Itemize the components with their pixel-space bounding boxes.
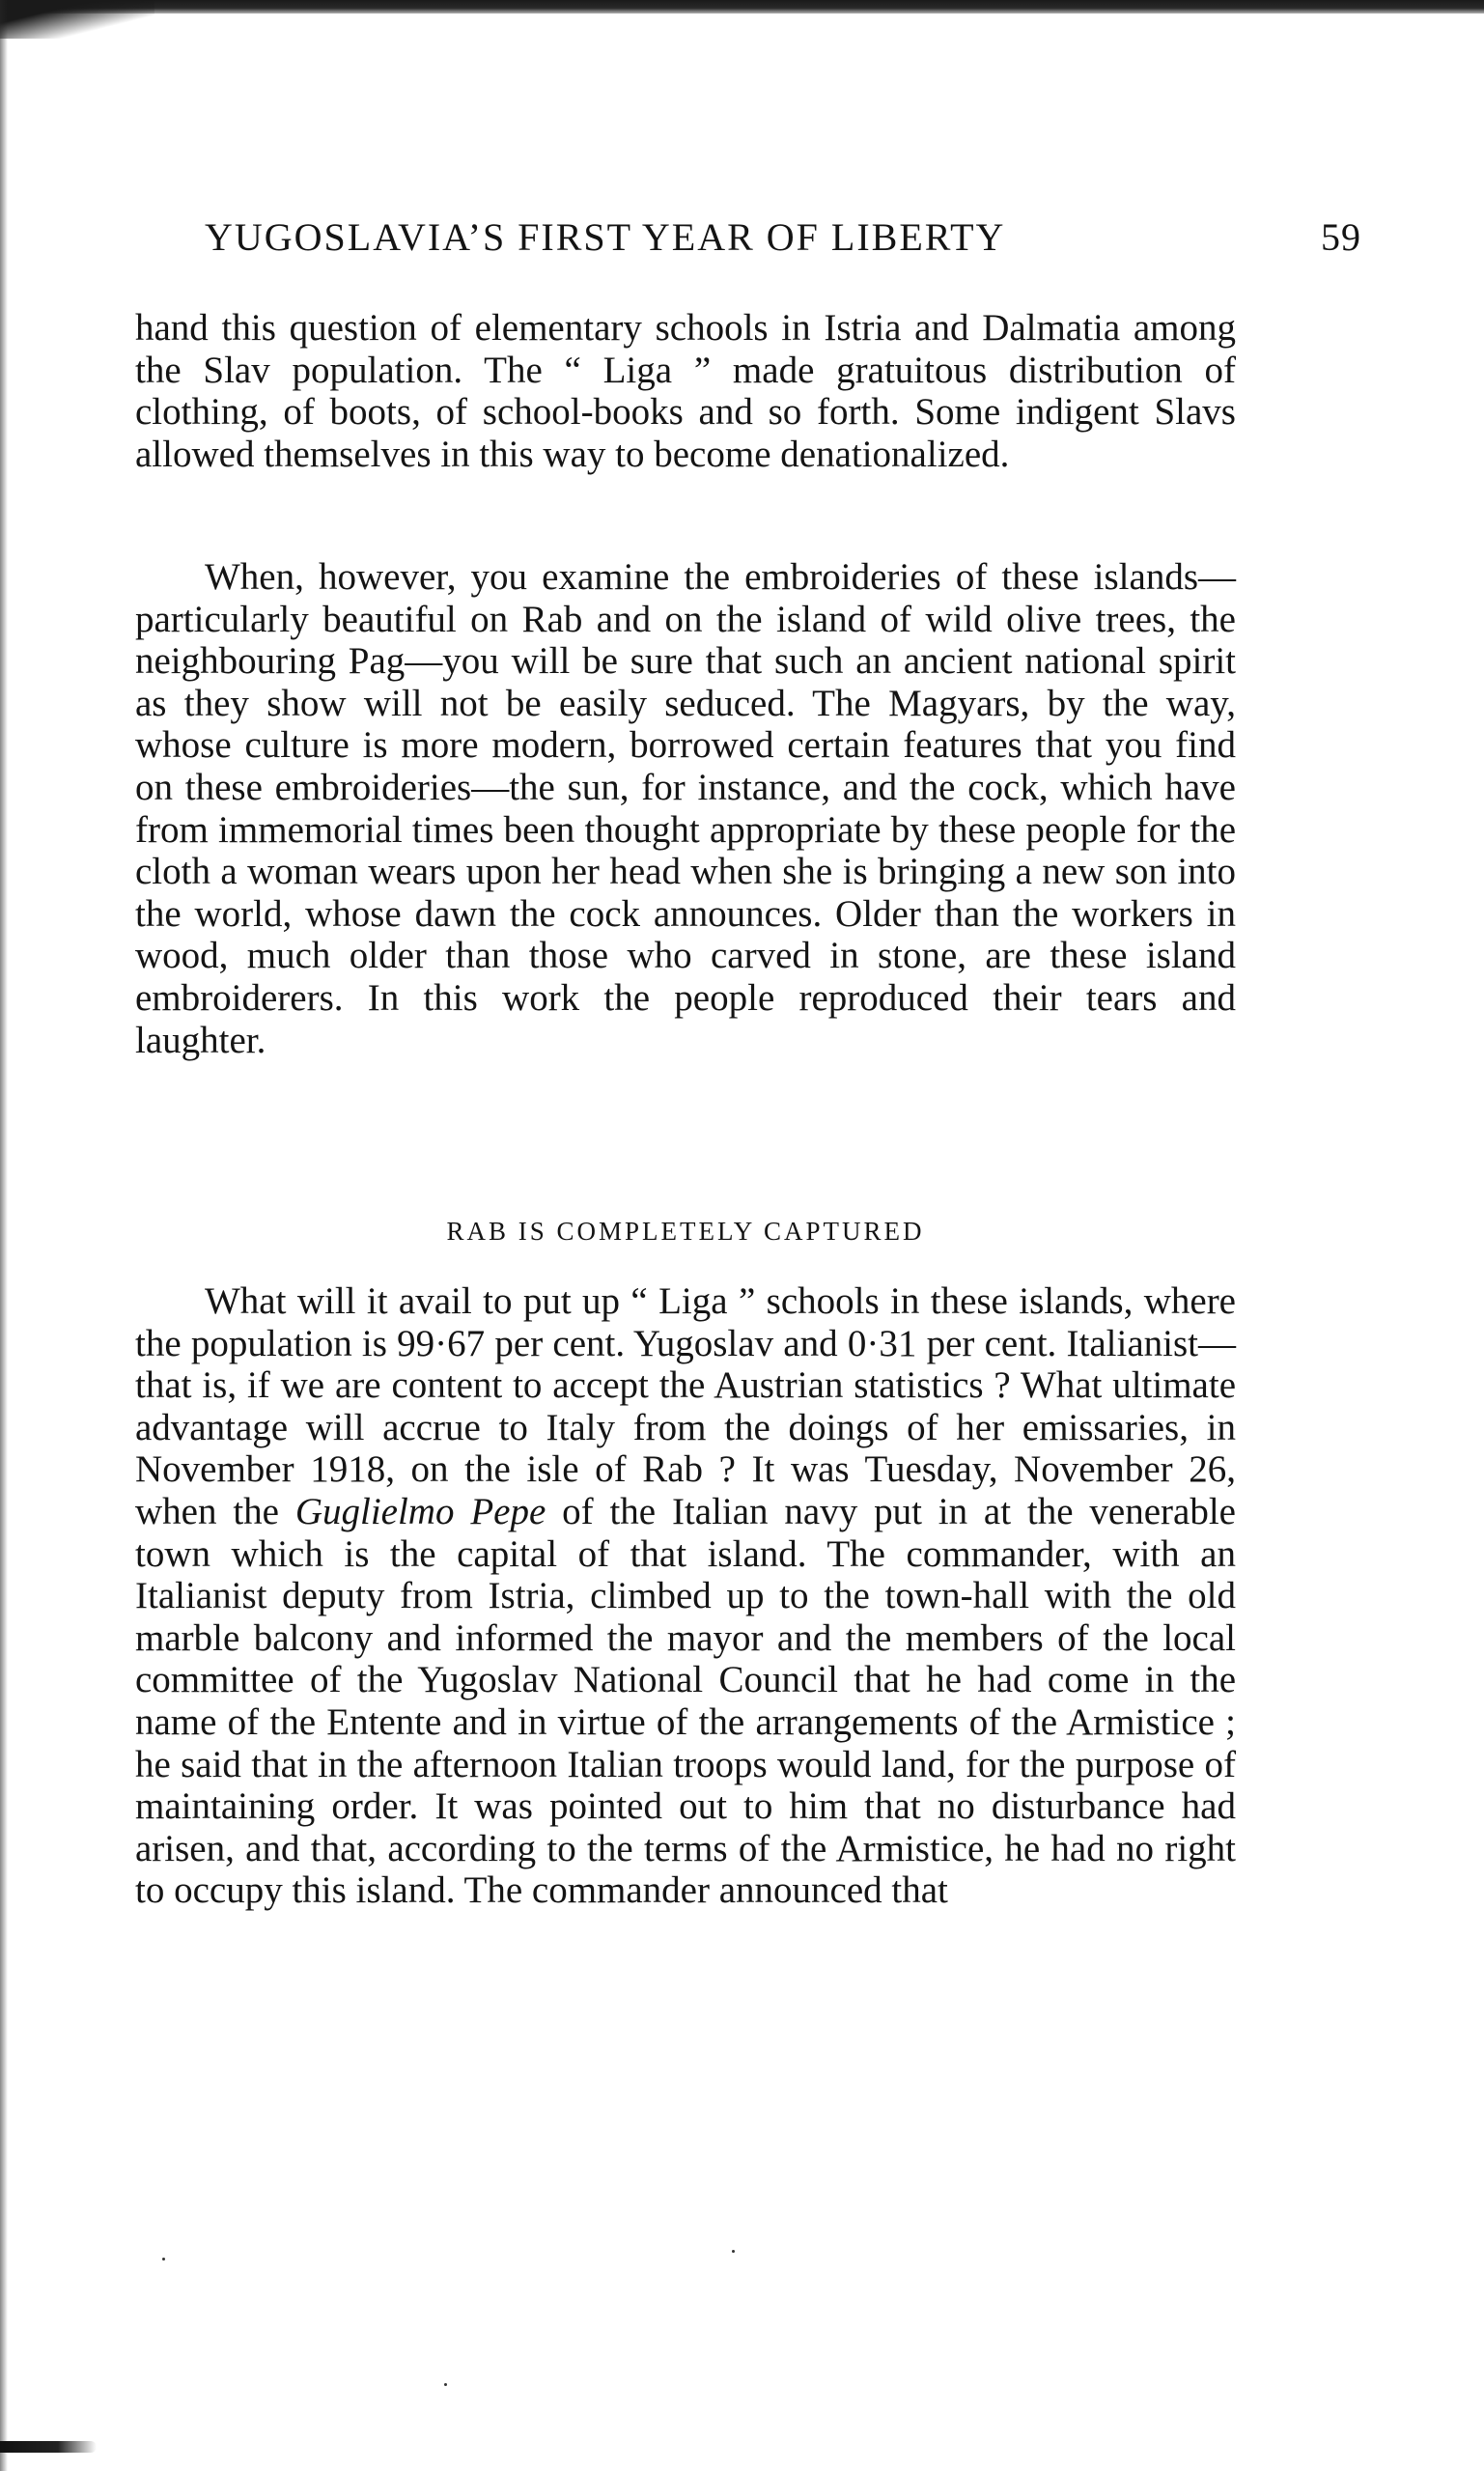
scan-speck xyxy=(162,2258,165,2260)
page-number: 59 xyxy=(1321,215,1361,259)
scan-corner-shadow xyxy=(0,0,154,39)
paragraph-3 xyxy=(135,1280,1236,1912)
scan-speck xyxy=(444,2383,447,2386)
paragraph-3-text-b: of the Italian navy put in at the venerable town which is the capital of that island. The commander, with an Italianist deputy from Istria, climbed up to the town-hall with the old marble balcony and informed the mayor and the members of the local committee of the Yugoslav National Council that he had come in the name of the Entente and in virtue of the arrangements of the Armistice ; he said that in the afternoon Italian troops would land, for the purpose of maintaining order. It was pointed out to him that no disturbance had arisen, and that, according to the terms of the Armistice, he had no right to occupy this island. The commander announced that xyxy=(135,1490,1236,1912)
paragraph-2: When, however, you examine the embroideries of these islands—particularly beautiful on Rab and on the island of wild olive trees, the neighbouring Pag—you will be sure that such an ancient national spirit as they show will not be easily seduced. The Magyars, by the way, whose culture is more modern, borrowed certain features that you find on these embroideries—the sun, for instance, and the cock, which have from immemorial times been thought appropriate by these people for the cloth a woman wears upon her head when she is bringing a new son into the world, whose dawn the cock announces. Older than the workers in wood, much older than those who carved in stone, are these island embroiderers. In this work the people reproduced their tears and laughter. xyxy=(135,556,1236,1061)
section-heading: RAB IS COMPLETELY CAPTURED xyxy=(446,1217,925,1246)
paragraph-continued xyxy=(135,307,1236,475)
paragraph-embroideries xyxy=(135,556,1236,1061)
ship-name: Guglielmo Pepe xyxy=(294,1490,546,1532)
paragraph-3-text-a: What will it avail to put up “ Liga ” schools in these islands, where the population is 99·67 per cent. Yugoslav and 0·31 per cent. Italianist—that is, if we are content to accept the Austrian statistics ? What ultimate advantage will accrue to Italy from the doings of her emissaries, in November 1918, on the isle of Rab ? It was Tuesday, November 26, when the xyxy=(135,1280,1236,1532)
running-header xyxy=(205,214,1361,260)
running-title: YUGOSLAVIA’S FIRST YEAR OF LIBERTY xyxy=(205,215,1006,259)
book-page xyxy=(135,0,1361,2471)
scan-speck xyxy=(732,2250,735,2253)
paragraph-1: hand this question of elementary schools in Istria and Dalmatia among the Slav population. The “ Liga ” made gratuitous distribution of clothing, of boots, of school-books and so forth. Some indigent Slavs allowed themselves in this way to become denationalized. xyxy=(135,307,1236,475)
scan-edge-left xyxy=(0,0,8,2471)
paragraph-rab xyxy=(135,1280,1236,1912)
scan-edge-bottom-mark xyxy=(0,2441,97,2453)
